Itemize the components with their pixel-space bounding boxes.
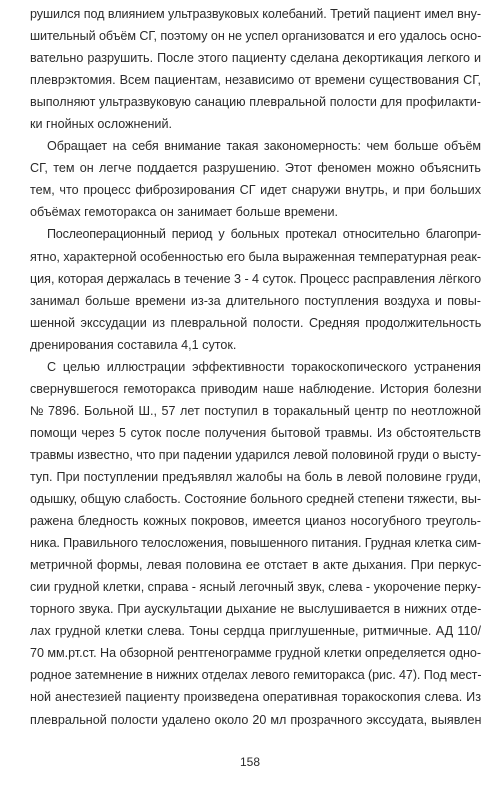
text-line: С целью иллюстрации эффективности торакоскопического устранения	[47, 359, 481, 374]
text-line: объёмах гемоторакса он занимает больше времени.	[30, 205, 338, 220]
text-line: туп. При поступлении предъявлял жалобы на боль в левой половине груди,	[30, 469, 481, 484]
text-line: Послеоперационный период у больных протекал относительно благопри-	[47, 227, 481, 242]
text-line: выполняют ультразвуковую санацию плевральной полости для профилакти-	[30, 95, 481, 110]
text-line: № 7896. Больной Ш., 57 лет поступил в торакальный центр по неотложной	[30, 403, 481, 418]
text-line: СГ, тем он легче поддается разрушению. Этот феномен можно объяснить	[30, 161, 481, 176]
text-line: занимал больше времени из-за длительного поступления воздуха и повы-	[30, 293, 481, 308]
text-line: шенной экссудации из плевральной полости. Средняя продолжительность	[30, 315, 481, 330]
text-line: лах грудной клетки слева. Тоны сердца приглушенные, ритмичные. АД 110/	[30, 624, 481, 639]
text-line: дренирования составила 4,1 суток.	[30, 337, 237, 352]
text-line: ражена бледность кожных покровов, имеется цианоз носогубного треуголь-	[30, 514, 481, 529]
text-line: помощи через 5 суток после получения бытовой травмы. Из обстоятельств	[30, 425, 481, 440]
text-line: одышку, общую слабость. Состояние больного средней степени тяжести, вы-	[30, 492, 481, 507]
text-line: Обращает на себя внимание такая закономерность: чем больше объём	[47, 139, 481, 154]
text-line: ятно, характерной особенностью его была выраженная температурная реак-	[30, 249, 481, 264]
paragraph-1	[30, 3, 481, 135]
text-line: травмы известно, что при падении ударился левой половиной груди о высту-	[30, 447, 481, 462]
text-line: метричной формы, левая половина ее отстает в акте дыхания. При перкус-	[30, 558, 481, 573]
text-line: 70 мм.рт.ст. На обзорной рентгенограмме грудной клетки определяется одно-	[30, 646, 481, 661]
text-line: плеврэктомия. Всем пациентам, независимо от времени существования СГ,	[30, 73, 481, 88]
paragraph-3	[30, 223, 481, 355]
page-number: 158	[239, 755, 261, 769]
text-line: ция, которая держалась в течение 3 - 4 суток. Процесс расправления лёгкого	[30, 271, 481, 286]
text-line: тем, что процесс фиброзирования СГ идет снаружи внутрь, и при больших	[30, 183, 481, 198]
text-line: ника. Правильного телосложения, повышенного питания. Грудная клетка сим-	[30, 536, 481, 551]
text-line: торного звука. При аускультации дыхание не выслушивается в нижних отде-	[30, 602, 481, 617]
text-line: ной анестезией пациенту произведена оперативная торакоскопия слева. Из	[30, 690, 481, 705]
paragraph-2	[30, 135, 481, 223]
text-line: плевральной полости удалено около 20 мл прозрачного экссудата, выявлен	[30, 712, 481, 727]
text-line: свернувшегося гемоторакса приводим наше наблюдение. История болезни	[30, 381, 481, 396]
text-line: родное затемнение в нижних отделах левого гемиторакса (рис. 47). Под мест-	[30, 668, 481, 683]
text-line: шительный объём СГ, поэтому он не успел организоватся и его удалось осно-	[30, 29, 481, 44]
text-line: ки гнойных осложнений.	[30, 117, 172, 132]
text-line: сии грудной клетки, справа - ясный легочный звук, слева - укорочение перку-	[30, 580, 481, 595]
body-text	[30, 3, 481, 731]
paragraph-4	[30, 356, 481, 731]
text-line: рушился под влиянием ультразвуковых колебаний. Третий пациент имел вну-	[30, 7, 481, 21]
text-line: вательно разрушить. После этого пациенту сделана декортикация легкого и	[30, 51, 481, 66]
